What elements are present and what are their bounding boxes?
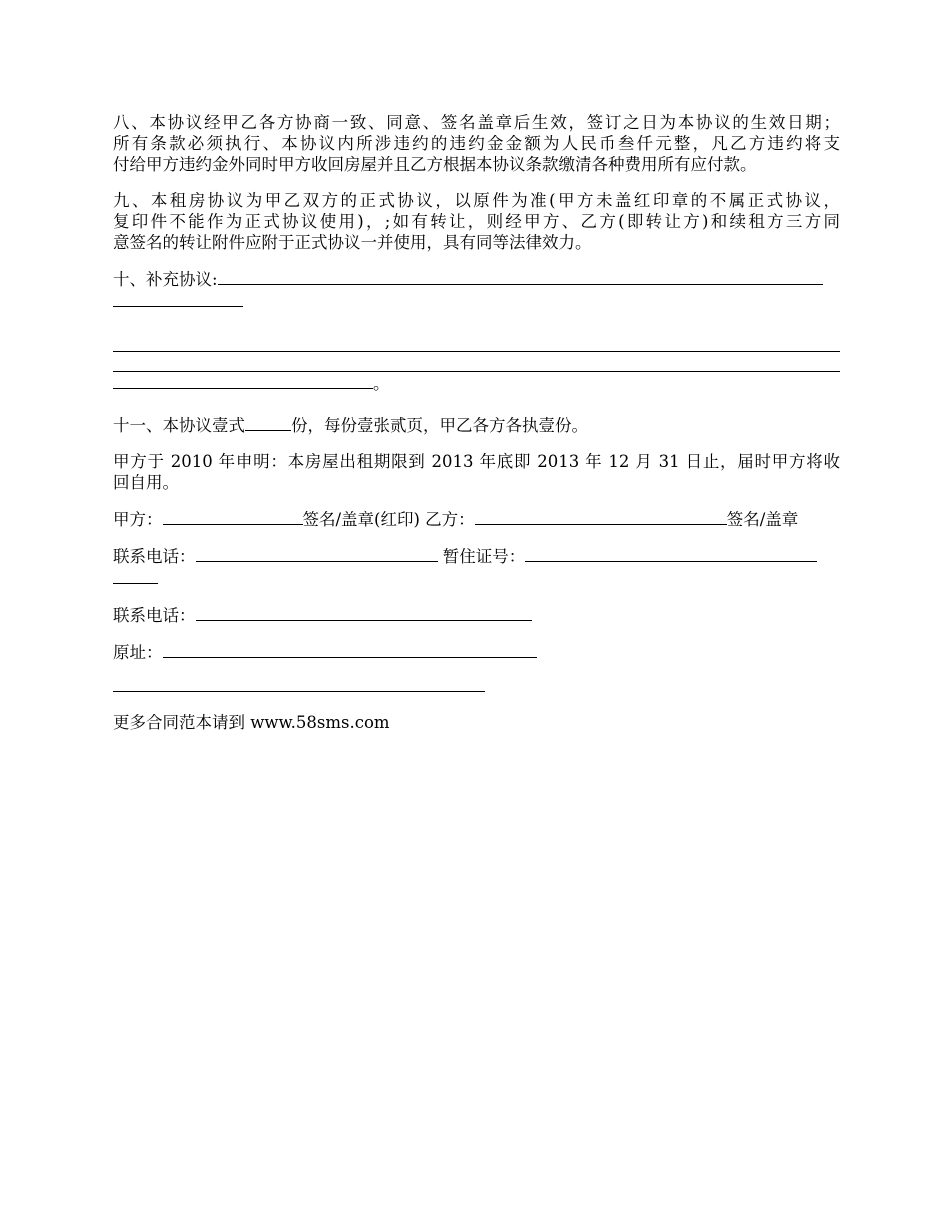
clause-8	[113, 112, 840, 175]
contact-row-2-line	[113, 604, 840, 626]
clause-10-line-2	[113, 290, 840, 312]
clause-8-line-2: 所有条款必须执行、本协议内所涉违约的违约金金额为人民币叁仟元整，凡乙方违约将支	[113, 134, 840, 153]
party-a-sign-label: 签名/盖章(红印) 乙方：	[302, 510, 475, 529]
address-label: 原址：	[113, 643, 163, 662]
supplement-blank-1	[218, 268, 823, 285]
landlord-statement	[113, 451, 840, 493]
address-line-1	[113, 641, 840, 663]
supplement-lines	[113, 332, 840, 394]
contact-row-2	[113, 604, 840, 626]
footer-text: 更多合同范本请到 www.58sms.com	[113, 713, 390, 732]
residence-permit-label: 暂住证号：	[437, 547, 526, 566]
clause-9-line-2: 复印件不能作为正式协议使用)，;如有转让，则经甲方、乙方(即转让方)和续租方三方同	[113, 212, 840, 231]
statement-line-2: 回自用。	[113, 473, 179, 492]
phone-blank-1	[196, 545, 438, 562]
supplement-end-mark: 。	[373, 374, 390, 393]
contact-phone-label-1: 联系电话：	[113, 547, 196, 566]
contact-row-1	[113, 545, 840, 589]
supplement-blank-5	[113, 372, 373, 389]
document-page	[113, 112, 840, 748]
supplement-blank-4	[113, 352, 840, 372]
party-a-blank	[163, 508, 303, 525]
statement-line-1: 甲方于 2010 年申明：本房屋出租期限到 2013 年底即 2013 年 12 月 31 日止，届时甲方将收	[113, 452, 840, 471]
clause-9-line-3: 意签名的转让附件应附于正式协议一并使用，具有同等法律效力。	[113, 233, 592, 252]
party-b-blank	[475, 508, 727, 525]
contact-phone-label-2: 联系电话：	[113, 606, 196, 625]
contact-row-1-line-1	[113, 545, 840, 567]
contact-row-1-line-2	[113, 567, 840, 589]
footer-note	[113, 712, 840, 733]
supplement-blank-2	[113, 290, 243, 307]
address-row	[113, 641, 840, 697]
supplement-blank-3	[113, 332, 840, 352]
signature-row	[113, 508, 840, 530]
clause-11	[113, 414, 840, 436]
clause-8-line-3: 付给甲方违约金外同时甲方收回房屋并且乙方根据本协议条款缴清各种费用所有应付款。	[113, 155, 757, 174]
phone-blank-2	[196, 604, 532, 621]
clause-10-label: 十、补充协议:	[113, 270, 218, 289]
copies-blank	[245, 414, 291, 431]
clause-9	[113, 190, 840, 253]
clause-11-suffix: 份，每份壹张贰页，甲乙各方各执壹份。	[291, 416, 588, 435]
clause-11-prefix: 十一、本协议壹式	[113, 416, 245, 435]
party-a-label: 甲方：	[113, 510, 163, 529]
party-b-sign-label: 签名/盖章	[726, 510, 799, 529]
clause-9-line-1: 九、本租房协议为甲乙双方的正式协议，以原件为准(甲方未盖红印章的不属正式协议，	[113, 191, 840, 210]
clause-10	[113, 268, 840, 312]
address-blank-2	[113, 675, 485, 692]
clause-11-line	[113, 414, 840, 436]
signature-line	[113, 508, 840, 530]
clause-8-line-1: 八、本协议经甲乙各方协商一致、同意、签名盖章后生效，签订之日为本协议的生效日期；	[113, 113, 840, 132]
address-blank-1	[163, 641, 537, 658]
residence-permit-blank-cont	[113, 567, 158, 584]
supplement-line-end	[113, 372, 840, 394]
address-line-2	[113, 675, 840, 697]
clause-10-line-1	[113, 268, 840, 290]
residence-permit-blank	[525, 545, 817, 562]
